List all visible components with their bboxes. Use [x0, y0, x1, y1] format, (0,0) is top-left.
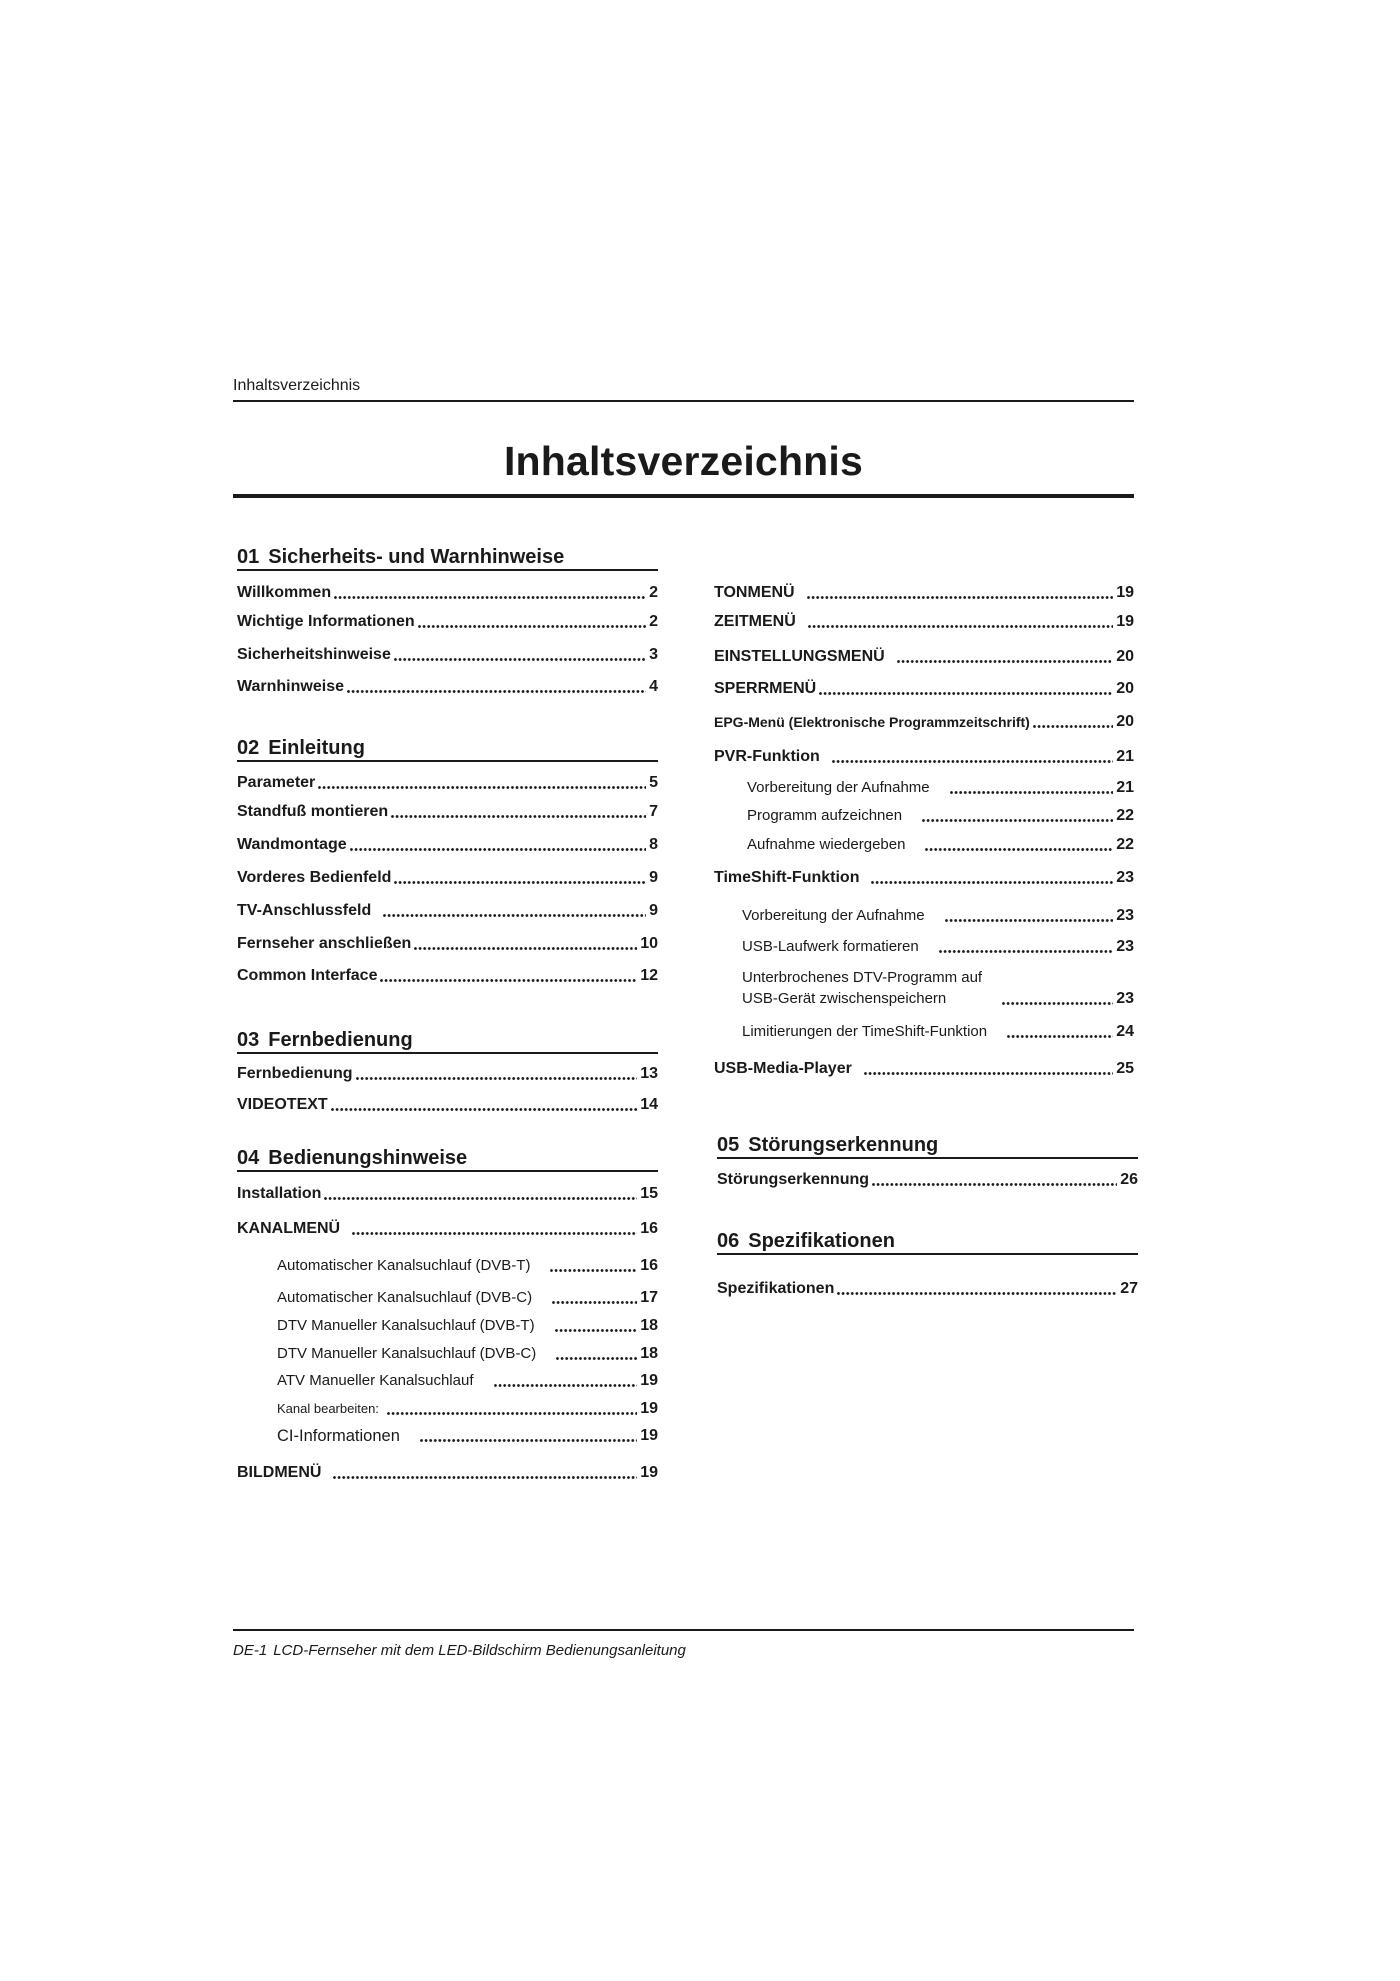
leader-dots: [387, 1412, 637, 1415]
section-heading-04: [237, 1146, 658, 1172]
leader-dots: [324, 1197, 637, 1200]
toc-entry-page: 20: [1116, 713, 1134, 730]
leader-dots: [807, 596, 1114, 599]
leader-dots: [552, 1301, 637, 1304]
leader-dots: [331, 1108, 638, 1111]
section-number: 06: [717, 1230, 740, 1252]
toc-subentry: [747, 835, 1134, 855]
section-heading-03: [237, 1028, 658, 1054]
toc-subentry-label: Aufnahme wiedergeben: [747, 836, 906, 853]
title-rule: [233, 494, 1134, 498]
toc-subentry-page: 19: [640, 1400, 658, 1417]
toc-entry-page: 26: [1120, 1171, 1138, 1188]
footer-text: LCD-Fernseher mit dem LED-Bildschirm Bedienungsanleitung: [273, 1642, 686, 1659]
toc-entry: [714, 679, 1134, 699]
toc-entry: [237, 901, 658, 921]
leader-dots: [922, 819, 1113, 822]
toc-subentry-page: 22: [1116, 836, 1134, 853]
leader-dots: [1002, 1002, 1113, 1005]
toc-entry: [714, 583, 1134, 603]
toc-entry-label: Fernseher anschließen: [237, 935, 412, 952]
leader-dots: [939, 950, 1113, 953]
toc-entry: [714, 612, 1134, 632]
toc-subentry: [277, 1288, 658, 1308]
leader-dots: [871, 881, 1113, 884]
toc-subentry-label: CI-Informationen: [277, 1427, 400, 1445]
toc-entry-page: 3: [649, 646, 658, 663]
toc-entry: [237, 1095, 658, 1115]
toc-subentry: [742, 967, 1134, 1009]
toc-subentry-page: 24: [1116, 1023, 1134, 1040]
leader-dots: [347, 690, 646, 693]
toc-entry: [237, 966, 658, 986]
toc-entry-page: 2: [649, 584, 658, 601]
toc-subentry-label: Automatischer Kanalsuchlauf (DVB-C): [277, 1289, 533, 1306]
leader-dots: [925, 848, 1113, 851]
toc-entry-label: Parameter: [237, 774, 316, 791]
section-title: Einleitung: [268, 737, 365, 759]
section-number: 03: [237, 1029, 260, 1051]
toc-entry-page: 9: [649, 902, 658, 919]
leader-dots: [356, 1077, 638, 1080]
leader-dots: [380, 979, 637, 982]
leader-dots: [864, 1072, 1113, 1075]
toc-subentry: [747, 806, 1134, 826]
toc-subentry-label: Vorbereitung der Aufnahme: [742, 907, 925, 924]
leader-dots: [318, 786, 646, 789]
toc-entry-label: Wichtige Informationen: [237, 613, 415, 630]
toc-entry: [237, 773, 658, 793]
toc-entry: [237, 835, 658, 855]
leader-dots: [394, 658, 646, 661]
toc-entry-page: 23: [1116, 869, 1134, 886]
toc-subentry-label: USB-Laufwerk formatieren: [742, 938, 919, 955]
toc-entry: [714, 747, 1134, 767]
leader-dots: [350, 848, 646, 851]
leader-dots: [418, 625, 646, 628]
leader-dots: [391, 815, 646, 818]
toc-entry-page: 9: [649, 869, 658, 886]
leader-dots: [808, 625, 1113, 628]
toc-subentry-page: 23: [1116, 907, 1134, 924]
header-rule: [233, 400, 1134, 402]
toc-subentry: [277, 1371, 658, 1391]
toc-entry: [714, 1059, 1134, 1079]
toc-entry-page: 13: [640, 1065, 658, 1082]
toc-entry: [714, 868, 1134, 888]
toc-subentry-label: Vorbereitung der Aufnahme: [747, 779, 930, 796]
toc-subentry-label: Kanal bearbeiten:: [277, 1401, 379, 1416]
toc-subentry-page: 18: [640, 1317, 658, 1334]
toc-subentry: [742, 1022, 1134, 1042]
section-heading-05: [717, 1133, 1138, 1159]
section-number: 05: [717, 1134, 740, 1156]
toc-entry-label: Warnhinweise: [237, 678, 344, 695]
leader-dots: [414, 947, 637, 950]
section-title: Störungserkennung: [748, 1134, 939, 1156]
toc-entry-label: Störungserkennung: [717, 1171, 870, 1188]
toc-entry-page: 12: [640, 967, 658, 984]
leader-dots: [837, 1292, 1117, 1295]
toc-entry: [237, 1463, 658, 1483]
toc-subentry-label: Limitierungen der TimeShift-Funktion: [742, 1023, 988, 1040]
toc-entry-label: SPERRMENÜ: [714, 680, 817, 697]
toc-subentry-label: Unterbrochenes DTV-Programm auf USB-Gerät zwischenspeichern: [742, 969, 983, 1007]
leader-dots: [1007, 1035, 1113, 1038]
toc-entry-label: PVR-Funktion: [714, 748, 820, 765]
toc-entry: [237, 802, 658, 822]
toc-entry-page: 16: [640, 1220, 658, 1237]
toc-entry: [237, 1064, 658, 1084]
leader-dots: [945, 919, 1114, 922]
section-title: Fernbedienung: [268, 1029, 413, 1051]
toc-entry-label: USB-Media-Player: [714, 1060, 852, 1077]
toc-entry-page: 2: [649, 613, 658, 630]
running-header: Inhaltsverzeichnis: [233, 377, 361, 394]
toc-entry-page: 8: [649, 836, 658, 853]
leader-dots: [334, 596, 646, 599]
toc-entry: [237, 1219, 658, 1239]
toc-entry-label: Wandmontage: [237, 836, 347, 853]
toc-entry-label: Standfuß montieren: [237, 803, 389, 820]
section-number: 01: [237, 546, 260, 568]
toc-entry-page: 20: [1116, 648, 1134, 665]
toc-entry: [237, 583, 658, 603]
toc-entry-label: Fernbedienung: [237, 1065, 353, 1082]
leader-dots: [333, 1476, 637, 1479]
page-title: Inhaltsverzeichnis: [503, 438, 864, 484]
toc-entry-label: EINSTELLUNGSMENÜ: [714, 648, 885, 665]
toc-entry: [714, 712, 1134, 732]
toc-entry: [237, 868, 658, 888]
toc-entry-page: 15: [640, 1185, 658, 1202]
toc-entry-label: KANALMENÜ: [237, 1220, 341, 1237]
leader-dots: [819, 692, 1113, 695]
toc-subentry-label: Programm aufzeichnen: [747, 807, 903, 824]
toc-subentry-page: 23: [1116, 938, 1134, 955]
toc-entry-label: Installation: [237, 1185, 322, 1202]
toc-entry-label: EPG-Menü (Elektronische Programmzeitschrift): [714, 714, 1030, 730]
toc-entry-page: 7: [649, 803, 658, 820]
section-heading-06: [717, 1229, 1138, 1255]
section-number: 02: [237, 737, 260, 759]
toc-entry-label: BILDMENÜ: [237, 1464, 322, 1481]
toc-subentry-page: 19: [640, 1427, 658, 1444]
toc-subentry: [742, 937, 1134, 957]
toc-entry-page: 27: [1120, 1280, 1138, 1297]
toc-subentry: [277, 1399, 658, 1419]
toc-subentry-page: 23: [1116, 990, 1134, 1007]
section-title: Sicherheits- und Warnhinweise: [268, 546, 565, 568]
toc-entry: [714, 647, 1134, 667]
toc-entry-page: 4: [649, 678, 658, 695]
toc-entry: [237, 645, 658, 665]
toc-subentry-label: Automatischer Kanalsuchlauf (DVB-T): [277, 1257, 531, 1274]
toc-entry-page: 20: [1116, 680, 1134, 697]
toc-subentry-label: DTV Manueller Kanalsuchlauf (DVB-T): [277, 1317, 535, 1334]
leader-dots: [872, 1183, 1117, 1186]
toc-subentry-page: 16: [640, 1257, 658, 1274]
leader-dots: [550, 1269, 637, 1272]
toc-subentry-page: 17: [640, 1289, 658, 1306]
leader-dots: [897, 660, 1114, 663]
leader-dots: [494, 1384, 638, 1387]
toc-entry-label: Willkommen: [237, 584, 332, 601]
toc-entry-page: 14: [640, 1096, 658, 1113]
toc-subentry-label: DTV Manueller Kanalsuchlauf (DVB-C): [277, 1345, 537, 1362]
toc-entry-label: TONMENÜ: [714, 584, 795, 601]
toc-entry: [237, 1184, 658, 1204]
leader-dots: [1033, 725, 1113, 728]
toc-entry: [717, 1279, 1138, 1299]
leader-dots: [394, 881, 646, 884]
toc-subentry: [747, 778, 1134, 798]
toc-entry-page: 5: [649, 774, 658, 791]
toc-entry: [237, 934, 658, 954]
section-title: Bedienungshinweise: [268, 1147, 468, 1169]
toc-subentry-page: 18: [640, 1345, 658, 1362]
leader-dots: [556, 1357, 637, 1360]
toc-entry-label: Spezifikationen: [717, 1280, 835, 1297]
footer: [233, 1642, 686, 1660]
toc-entry: [717, 1170, 1138, 1190]
toc-entry-label: TV-Anschlussfeld: [237, 902, 372, 919]
toc-entry-page: 21: [1116, 748, 1134, 765]
toc-entry-page: 10: [640, 935, 658, 952]
toc-subentry: [277, 1256, 658, 1276]
toc-entry-page: 19: [1116, 613, 1134, 630]
toc-entry: [237, 612, 658, 632]
toc-subentry-page: 19: [640, 1372, 658, 1389]
toc-entry-label: ZEITMENÜ: [714, 613, 796, 630]
leader-dots: [383, 914, 646, 917]
toc-entry-label: TimeShift-Funktion: [714, 869, 860, 886]
toc-entry-label: VIDEOTEXT: [237, 1096, 328, 1113]
toc-subentry: [277, 1426, 658, 1446]
toc-entry-label: Vorderes Bedienfeld: [237, 869, 392, 886]
leader-dots: [352, 1232, 637, 1235]
toc-subentry: [277, 1344, 658, 1364]
section-heading-01: [237, 545, 658, 571]
toc-entry-label: Common Interface: [237, 967, 378, 984]
leader-dots: [832, 760, 1113, 763]
footer-page-label: DE-1: [233, 1642, 268, 1659]
leader-dots: [950, 791, 1114, 794]
leader-dots: [555, 1329, 638, 1332]
footer-rule: [233, 1629, 1134, 1631]
leader-dots: [420, 1439, 637, 1442]
toc-entry-page: 19: [640, 1464, 658, 1481]
toc-entry-page: 25: [1116, 1060, 1134, 1077]
toc-subentry-label: ATV Manueller Kanalsuchlauf: [277, 1372, 474, 1389]
toc-subentry: [742, 906, 1134, 926]
toc-entry-label: Sicherheitshinweise: [237, 646, 391, 663]
section-title: Spezifikationen: [748, 1230, 895, 1252]
toc-subentry-page: 21: [1116, 779, 1134, 796]
section-heading-02: [237, 736, 658, 762]
section-number: 04: [237, 1147, 260, 1169]
toc-entry: [237, 677, 658, 697]
toc-subentry-page: 22: [1116, 807, 1134, 824]
toc-subentry: [277, 1316, 658, 1336]
toc-entry-page: 19: [1116, 584, 1134, 601]
